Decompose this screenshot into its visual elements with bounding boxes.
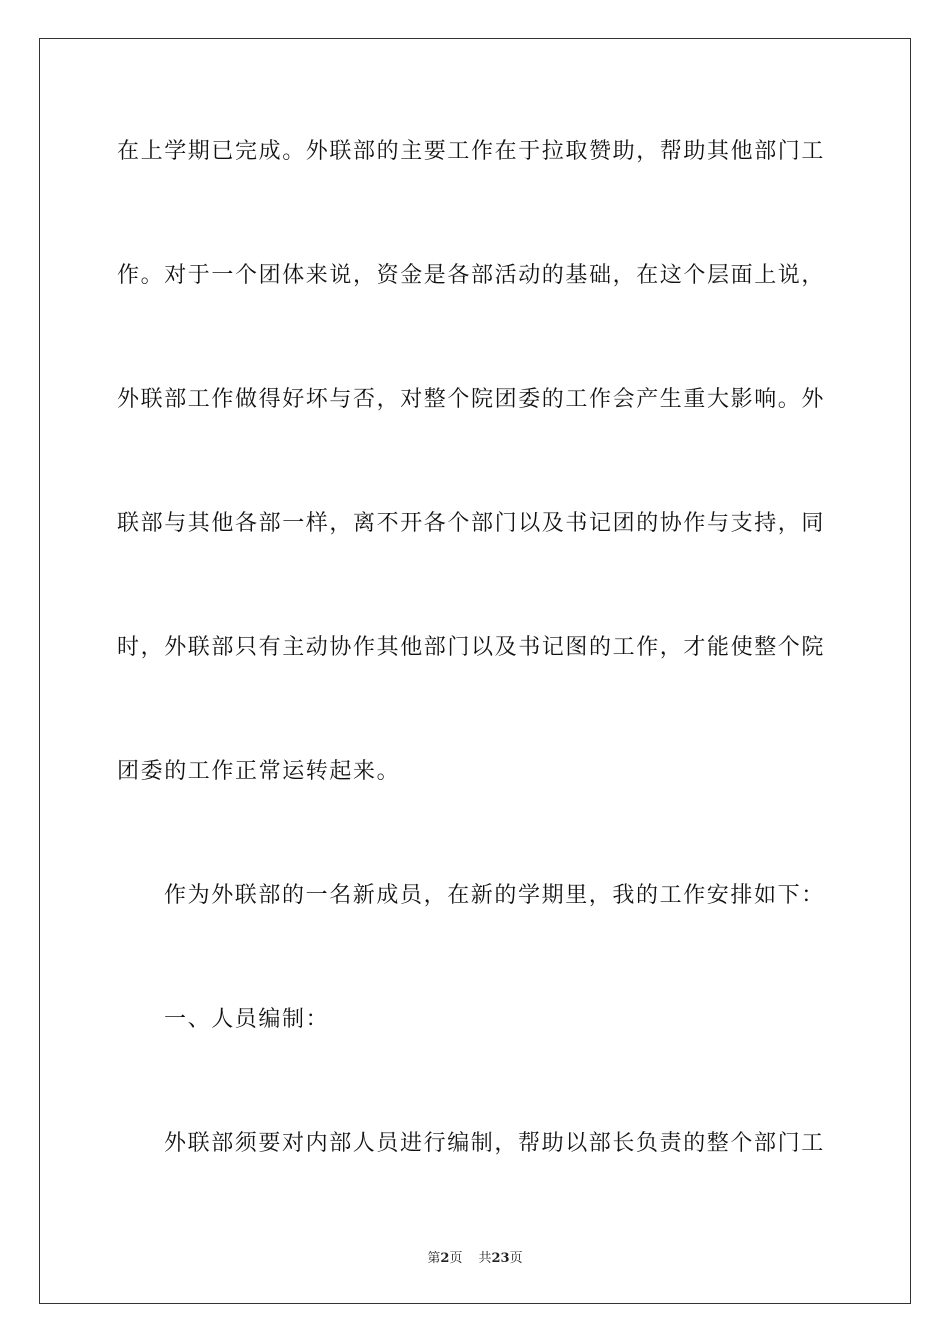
body-line-2: 作。对于一个团体来说，资金是各部活动的基础，在这个层面上说， [117, 263, 826, 288]
body-line-4: 联部与其他各部一样，离不开各个部门以及书记团的协作与支持，同 [117, 511, 826, 536]
paragraph-staffing: 外联部须要对内部人员进行编制，帮助以部长负责的整个部门工 [164, 1131, 825, 1156]
page-prefix: 第 [427, 1251, 441, 1266]
total-suffix: 页 [509, 1251, 523, 1266]
body-line-6: 团委的工作正常运转起来。 [117, 759, 401, 784]
body-line-3: 外联部工作做得好坏与否，对整个院团委的工作会产生重大影响。外 [117, 387, 826, 412]
page-footer [0, 1247, 950, 1266]
body-line-5: 时，外联部只有主动协作其他部门以及书记图的工作，才能使整个院 [117, 635, 826, 660]
page-number: 2 [440, 1251, 450, 1266]
page-frame [39, 38, 911, 1304]
total-prefix: 共 [478, 1251, 492, 1266]
body-line-1: 在上学期已完成。外联部的主要工作在于拉取赞助，帮助其他部门工 [117, 139, 826, 164]
total-pages: 23 [491, 1251, 510, 1266]
paragraph-intro: 作为外联部的一名新成员，在新的学期里，我的工作安排如下： [164, 883, 825, 908]
section-heading: 一、人员编制： [164, 1007, 330, 1032]
page-suffix: 页 [449, 1251, 463, 1266]
